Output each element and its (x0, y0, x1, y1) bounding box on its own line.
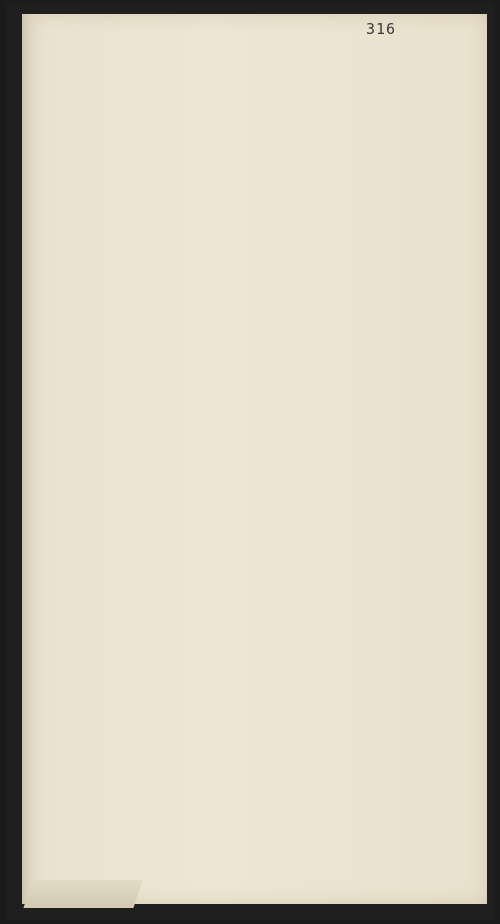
page-number: 316 (366, 20, 397, 38)
document-page (30, 14, 487, 904)
page-fold-corner (23, 880, 142, 908)
